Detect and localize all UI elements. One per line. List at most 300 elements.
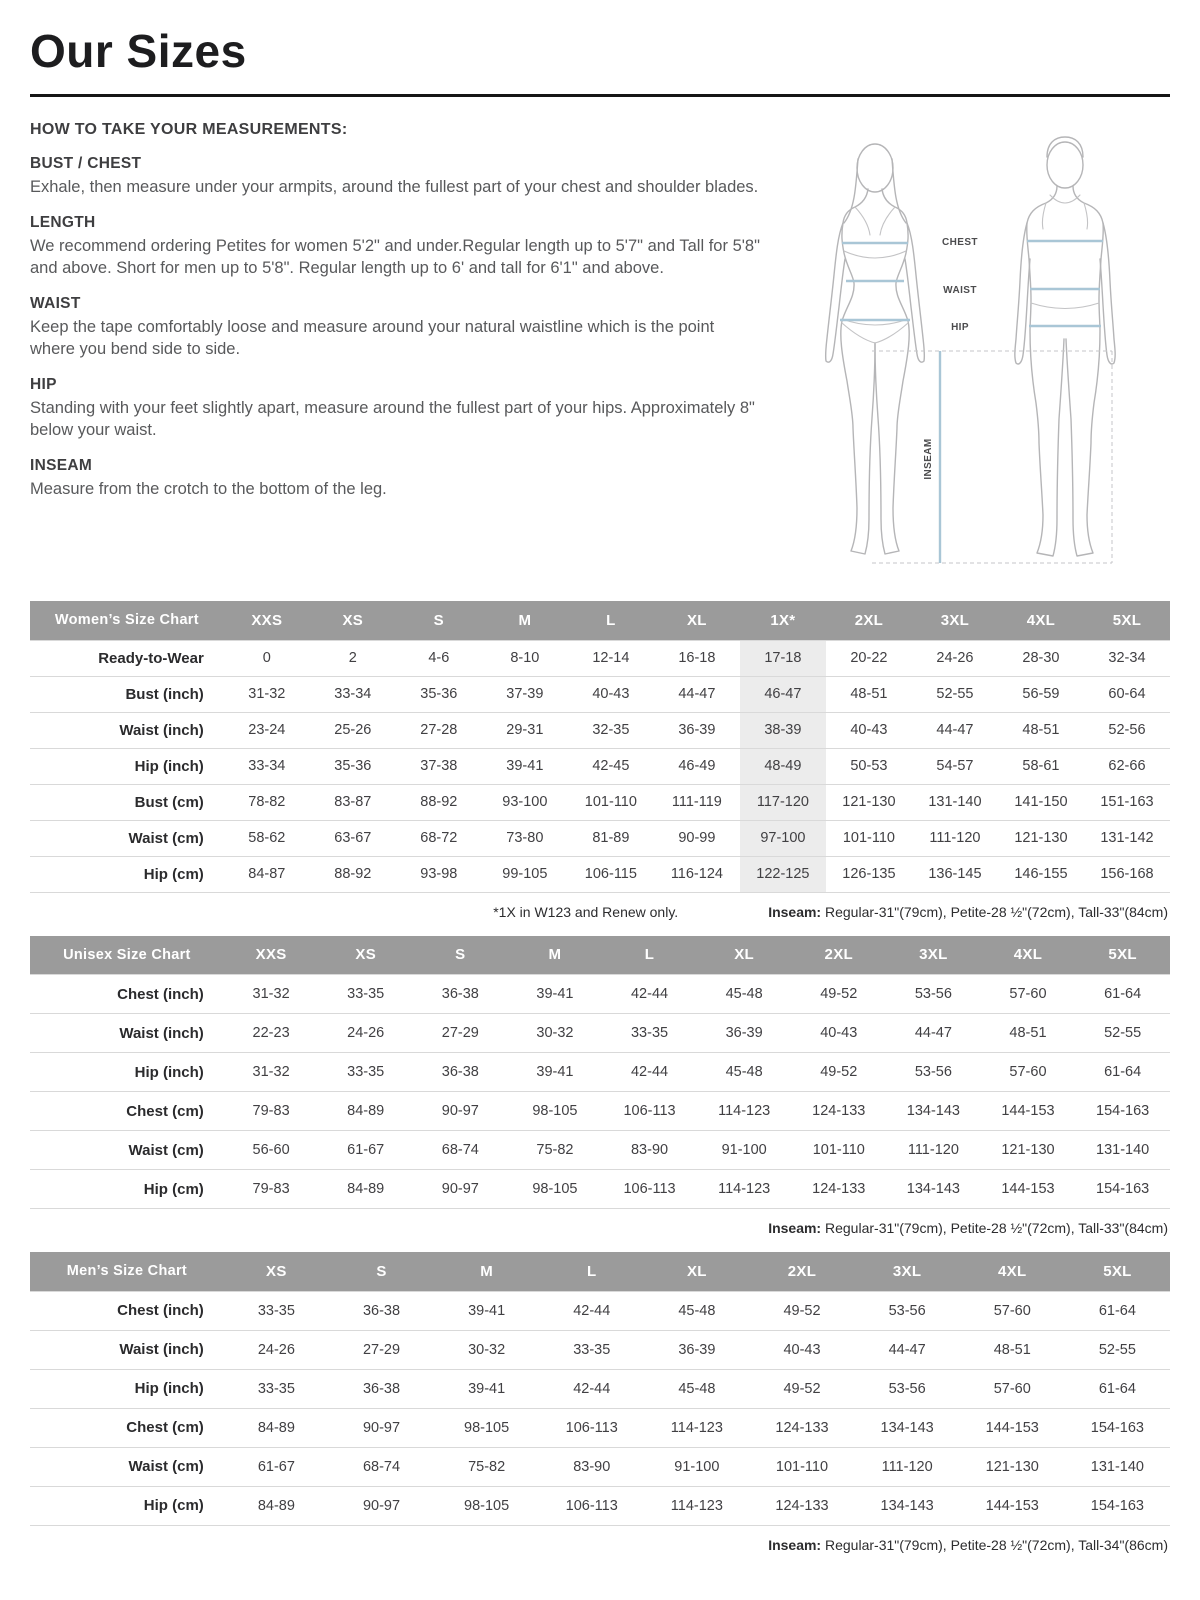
instruction-body: Keep the tape comfortably loose and measure around your natural waistline which is the point where you bend side to side. [30,317,715,358]
size-cell: 36-39 [697,1014,792,1053]
size-cell: 61-64 [1075,975,1170,1014]
size-cell: 31-32 [224,676,310,712]
inseam-note-label: Inseam: [768,903,822,920]
size-cell: 61-64 [1065,1369,1170,1408]
size-cell: 36-39 [644,1330,749,1369]
size-cell: 49-52 [749,1369,854,1408]
womens-size-table [30,601,1170,893]
size-cell: 33-35 [539,1330,644,1369]
size-cell: 90-99 [654,820,740,856]
row-label: Chest (cm) [30,1092,224,1131]
man-figure [1015,137,1115,556]
inseam-note-text: Regular-31"(79cm), Petite-28 ½"(72cm), Tall-33"(84cm) [821,903,1168,920]
size-cell: 44-47 [654,676,740,712]
instruction-title: INSEAM [30,456,93,474]
size-cell: 124-133 [791,1092,886,1131]
size-cell: 40-43 [791,1014,886,1053]
row-label: Waist (cm) [30,1447,224,1486]
size-cell: 90-97 [329,1408,434,1447]
size-cell: 17-18 [740,640,826,676]
size-cell: 84-89 [224,1486,329,1525]
row-label: Waist (cm) [30,820,224,856]
size-cell: 57-60 [960,1291,1065,1330]
size-cell: 124-133 [749,1486,854,1525]
woman-figure [826,144,925,554]
size-cell: 63-67 [310,820,396,856]
size-cell: 36-38 [329,1291,434,1330]
size-cell: 84-89 [318,1092,413,1131]
size-cell: 12-14 [568,640,654,676]
inseam-note [768,1220,1168,1236]
column-header-m: M [434,1252,539,1291]
column-header-l: L [539,1252,644,1291]
table-header-row [30,601,1170,640]
size-cell: 53-56 [855,1369,960,1408]
instruction-title: LENGTH [30,213,96,231]
waist-label: WAIST [943,285,977,296]
size-cell: 40-43 [568,676,654,712]
size-cell: 49-52 [791,1053,886,1092]
column-header-5xl: 5XL [1065,1252,1170,1291]
row-label: Chest (cm) [30,1408,224,1447]
size-cell: 75-82 [434,1447,539,1486]
column-header-xs: XS [318,936,413,975]
size-cell: 83-90 [602,1131,697,1170]
size-cell: 58-62 [224,820,310,856]
size-cell: 117-120 [740,784,826,820]
size-cell: 4-6 [396,640,482,676]
column-header-s: S [413,936,508,975]
size-cell: 111-119 [654,784,740,820]
table-header-row [30,1252,1170,1291]
size-cell: 61-67 [318,1131,413,1170]
size-cell: 84-87 [224,856,310,892]
mens-table-notes [30,1537,1168,1553]
size-cell: 144-153 [981,1092,1076,1131]
table-row [30,784,1170,820]
size-cell: 93-98 [396,856,482,892]
size-cell: 91-100 [697,1131,792,1170]
instruction-hip [30,376,760,442]
size-cell: 36-38 [413,1053,508,1092]
size-cell: 83-90 [539,1447,644,1486]
size-cell: 116-124 [654,856,740,892]
size-cell: 78-82 [224,784,310,820]
size-cell: 114-123 [697,1092,792,1131]
size-cell: 156-168 [1084,856,1170,892]
size-cell: 36-38 [329,1369,434,1408]
size-cell: 52-55 [1075,1014,1170,1053]
size-cell: 88-92 [396,784,482,820]
inseam-guide [872,351,1112,563]
size-cell: 144-153 [960,1408,1065,1447]
size-cell: 114-123 [644,1486,749,1525]
column-header-3xl: 3XL [912,601,998,640]
size-cell: 32-34 [1084,640,1170,676]
size-cell: 101-110 [826,820,912,856]
size-cell: 56-60 [224,1131,319,1170]
inseam-note-text: Regular-31"(79cm), Petite-28 ½"(72cm), Tall-33"(84cm) [821,1220,1168,1236]
size-cell: 84-89 [318,1170,413,1209]
chest-label: CHEST [942,237,978,248]
size-cell: 50-53 [826,748,912,784]
size-cell: 144-153 [960,1486,1065,1525]
table-row [30,712,1170,748]
size-cell: 52-55 [1065,1330,1170,1369]
size-cell: 98-105 [434,1486,539,1525]
size-cell: 68-74 [413,1131,508,1170]
instruction-title: HIP [30,375,57,393]
size-cell: 48-51 [960,1330,1065,1369]
size-cell: 23-24 [224,712,310,748]
column-header-5xl: 5XL [1084,601,1170,640]
size-cell: 31-32 [224,975,319,1014]
inseam-note-label: Inseam: [768,1536,822,1553]
size-cell: 68-74 [329,1447,434,1486]
size-cell: 146-155 [998,856,1084,892]
inseam-note [768,904,1168,920]
instruction-bust-chest [30,155,760,199]
size-cell: 48-51 [981,1014,1076,1053]
table-row [30,975,1170,1014]
size-cell: 79-83 [224,1092,319,1131]
column-header-xxs: XXS [224,601,310,640]
size-cell: 124-133 [791,1170,886,1209]
size-cell: 136-145 [912,856,998,892]
table-row [30,1369,1170,1408]
size-cell: 52-56 [1084,712,1170,748]
size-cell: 24-26 [912,640,998,676]
size-cell: 20-22 [826,640,912,676]
row-label: Waist (cm) [30,1131,224,1170]
mens-size-table [30,1252,1170,1526]
size-cell: 154-163 [1075,1092,1170,1131]
instruction-body: Exhale, then measure under your armpits, around the fullest part of your chest and shoulder blades. [30,178,759,196]
size-cell: 22-23 [224,1014,319,1053]
table-title: Unisex Size Chart [30,936,224,975]
size-cell: 106-113 [602,1092,697,1131]
size-cell: 61-67 [224,1447,329,1486]
measurement-instructions [30,121,770,585]
size-cell: 61-64 [1075,1053,1170,1092]
column-header-3xl: 3XL [886,936,981,975]
table-title: Men’s Size Chart [30,1252,224,1291]
size-cell: 151-163 [1084,784,1170,820]
table-row [30,1053,1170,1092]
size-cell: 144-153 [981,1170,1076,1209]
size-cell: 53-56 [855,1291,960,1330]
column-header-xxs: XXS [224,936,319,975]
size-cell: 29-31 [482,712,568,748]
size-cell: 79-83 [224,1170,319,1209]
size-cell: 46-47 [740,676,826,712]
size-cell: 131-140 [1075,1131,1170,1170]
size-cell: 83-87 [310,784,396,820]
size-cell: 24-26 [318,1014,413,1053]
size-cell: 35-36 [310,748,396,784]
size-cell: 39-41 [508,975,603,1014]
row-label: Chest (inch) [30,975,224,1014]
row-label: Hip (cm) [30,1170,224,1209]
table-row [30,1131,1170,1170]
table-row [30,676,1170,712]
row-label: Waist (inch) [30,1330,224,1369]
size-cell: 106-113 [602,1170,697,1209]
size-cell: 62-66 [1084,748,1170,784]
table-row [30,1291,1170,1330]
size-cell: 39-41 [508,1053,603,1092]
instruction-inseam [30,457,760,501]
size-cell: 31-32 [224,1053,319,1092]
size-cell: 154-163 [1075,1170,1170,1209]
size-cell: 126-135 [826,856,912,892]
instruction-title: BUST / CHEST [30,155,142,172]
size-cell: 44-47 [912,712,998,748]
size-cell: 33-35 [318,975,413,1014]
size-cell: 52-55 [912,676,998,712]
size-cell: 114-123 [697,1170,792,1209]
table-row [30,1330,1170,1369]
inseam-note [768,1537,1168,1553]
size-cell: 30-32 [508,1014,603,1053]
size-cell: 49-52 [749,1291,854,1330]
womens-size-chart-block [30,601,1170,920]
unisex-size-chart-block [30,936,1170,1237]
row-label: Hip (inch) [30,1053,224,1092]
column-header-m: M [482,601,568,640]
column-header-4xl: 4XL [981,936,1076,975]
hip-label: HIP [951,322,969,333]
size-cell: 24-26 [224,1330,329,1369]
size-cell: 154-163 [1065,1486,1170,1525]
size-cell: 131-140 [912,784,998,820]
size-cell: 39-41 [434,1369,539,1408]
size-cell: 32-35 [568,712,654,748]
page-title: Our Sizes [30,24,1170,97]
size-cell: 97-100 [740,820,826,856]
size-cell: 45-48 [697,1053,792,1092]
size-cell: 49-52 [791,975,886,1014]
inseam-note-text: Regular-31"(79cm), Petite-28 ½"(72cm), Tall-34"(86cm) [821,1536,1168,1553]
instruction-length [30,214,760,280]
row-label: Ready-to-Wear [30,640,224,676]
column-header-5xl: 5XL [1075,936,1170,975]
size-cell: 121-130 [826,784,912,820]
instruction-body: We recommend ordering Petites for women 5'2" and under.Regular length up to 5'7" and Tall for 5'8" and above. Short for men up to 5'8". Regular length up to 6' and tall for 6'1" and above. [30,236,760,277]
size-cell: 48-51 [826,676,912,712]
size-cell: 42-44 [539,1291,644,1330]
instructions-heading: HOW TO TAKE YOUR MEASUREMENTS: [30,121,348,138]
size-cell: 30-32 [434,1330,539,1369]
size-cell: 90-97 [413,1092,508,1131]
column-header-xl: XL [644,1252,749,1291]
column-header-l: L [602,936,697,975]
table-header-row [30,936,1170,975]
size-cell: 68-72 [396,820,482,856]
measurement-section [30,121,1170,585]
size-cell: 48-49 [740,748,826,784]
unisex-table-notes [30,1220,1168,1236]
size-cell: 45-48 [644,1291,749,1330]
instruction-waist [30,295,760,361]
size-cell: 141-150 [998,784,1084,820]
size-cell: 57-60 [960,1369,1065,1408]
table-row [30,1014,1170,1053]
size-cell: 134-143 [855,1486,960,1525]
instruction-title: WAIST [30,294,81,312]
inseam-label: INSEAM [923,438,934,480]
table-title: Women’s Size Chart [30,601,224,640]
column-header-2xl: 2XL [826,601,912,640]
size-cell: 25-26 [310,712,396,748]
size-cell: 111-120 [886,1131,981,1170]
size-cell: 45-48 [644,1369,749,1408]
row-label: Bust (cm) [30,784,224,820]
size-cell: 45-48 [697,975,792,1014]
size-cell: 106-113 [539,1486,644,1525]
table-row [30,1486,1170,1525]
column-header-2xl: 2XL [749,1252,854,1291]
size-cell: 61-64 [1065,1291,1170,1330]
column-header-s: S [396,601,482,640]
size-cell: 98-105 [434,1408,539,1447]
table-row [30,640,1170,676]
table-row [30,748,1170,784]
column-header-m: M [508,936,603,975]
size-cell: 124-133 [749,1408,854,1447]
row-label: Waist (inch) [30,712,224,748]
size-cell: 33-35 [224,1369,329,1408]
size-cell: 38-39 [740,712,826,748]
size-cell: 27-28 [396,712,482,748]
size-cell: 101-110 [568,784,654,820]
size-cell: 8-10 [482,640,568,676]
size-cell: 88-92 [310,856,396,892]
size-cell: 56-59 [998,676,1084,712]
column-header-4xl: 4XL [960,1252,1065,1291]
size-cell: 90-97 [329,1486,434,1525]
size-cell: 16-18 [654,640,740,676]
size-cell: 93-100 [482,784,568,820]
size-cell: 27-29 [413,1014,508,1053]
size-cell: 98-105 [508,1170,603,1209]
row-label: Hip (cm) [30,1486,224,1525]
size-cell: 2 [310,640,396,676]
size-cell: 36-38 [413,975,508,1014]
size-cell: 33-34 [224,748,310,784]
size-cell: 44-47 [855,1330,960,1369]
size-cell: 53-56 [886,975,981,1014]
size-cell: 99-105 [482,856,568,892]
size-cell: 39-41 [434,1291,539,1330]
column-header-4xl: 4XL [998,601,1084,640]
row-label: Chest (inch) [30,1291,224,1330]
size-cell: 37-38 [396,748,482,784]
size-cell: 33-35 [224,1291,329,1330]
size-cell: 28-30 [998,640,1084,676]
size-cell: 114-123 [644,1408,749,1447]
size-cell: 154-163 [1065,1408,1170,1447]
body-measurement-illustration [770,123,1170,585]
unisex-size-table [30,936,1170,1210]
size-cell: 81-89 [568,820,654,856]
size-cell: 36-39 [654,712,740,748]
row-label: Bust (inch) [30,676,224,712]
size-cell: 40-43 [826,712,912,748]
table-row [30,856,1170,892]
column-header-3xl: 3XL [855,1252,960,1291]
size-cell: 42-45 [568,748,654,784]
row-label: Waist (inch) [30,1014,224,1053]
size-cell: 75-82 [508,1131,603,1170]
womens-table-notes [30,904,1168,920]
size-cell: 73-80 [482,820,568,856]
mens-size-chart-block [30,1252,1170,1553]
size-cell: 134-143 [855,1408,960,1447]
size-cell: 121-130 [981,1131,1076,1170]
size-cell: 131-142 [1084,820,1170,856]
inseam-note-label: Inseam: [768,1220,822,1236]
size-cell: 58-61 [998,748,1084,784]
table-row [30,1170,1170,1209]
size-cell: 134-143 [886,1092,981,1131]
column-header-l: L [568,601,654,640]
column-header-xl: XL [697,936,792,975]
size-cell: 57-60 [981,1053,1076,1092]
size-cell: 121-130 [960,1447,1065,1486]
column-header-s: S [329,1252,434,1291]
column-header-xs: XS [310,601,396,640]
table-row [30,1092,1170,1131]
table-row [30,820,1170,856]
size-cell: 35-36 [396,676,482,712]
size-cell: 131-140 [1065,1447,1170,1486]
size-cell: 0 [224,640,310,676]
table-row [30,1447,1170,1486]
size-cell: 84-89 [224,1408,329,1447]
size-cell: 101-110 [791,1131,886,1170]
size-cell: 33-34 [310,676,396,712]
size-cell: 33-35 [318,1053,413,1092]
size-cell: 40-43 [749,1330,854,1369]
size-cell: 48-51 [998,712,1084,748]
size-cell: 90-97 [413,1170,508,1209]
size-cell: 42-44 [602,975,697,1014]
size-cell: 111-120 [855,1447,960,1486]
column-header-2xl: 2XL [791,936,886,975]
size-cell: 42-44 [539,1369,644,1408]
size-cell: 60-64 [1084,676,1170,712]
column-header-1x: 1X* [740,601,826,640]
instruction-body: Measure from the crotch to the bottom of the leg. [30,479,387,498]
size-cell: 98-105 [508,1092,603,1131]
size-cell: 106-113 [539,1408,644,1447]
table-row [30,1408,1170,1447]
size-cell: 122-125 [740,856,826,892]
size-cell: 91-100 [644,1447,749,1486]
size-cell: 106-115 [568,856,654,892]
size-cell: 33-35 [602,1014,697,1053]
size-cell: 37-39 [482,676,568,712]
column-header-xs: XS [224,1252,329,1291]
column-header-xl: XL [654,601,740,640]
measurement-figure [770,121,1170,585]
size-cell: 44-47 [886,1014,981,1053]
size-cell: 27-29 [329,1330,434,1369]
size-cell: 42-44 [602,1053,697,1092]
row-label: Hip (cm) [30,856,224,892]
size-cell: 46-49 [654,748,740,784]
